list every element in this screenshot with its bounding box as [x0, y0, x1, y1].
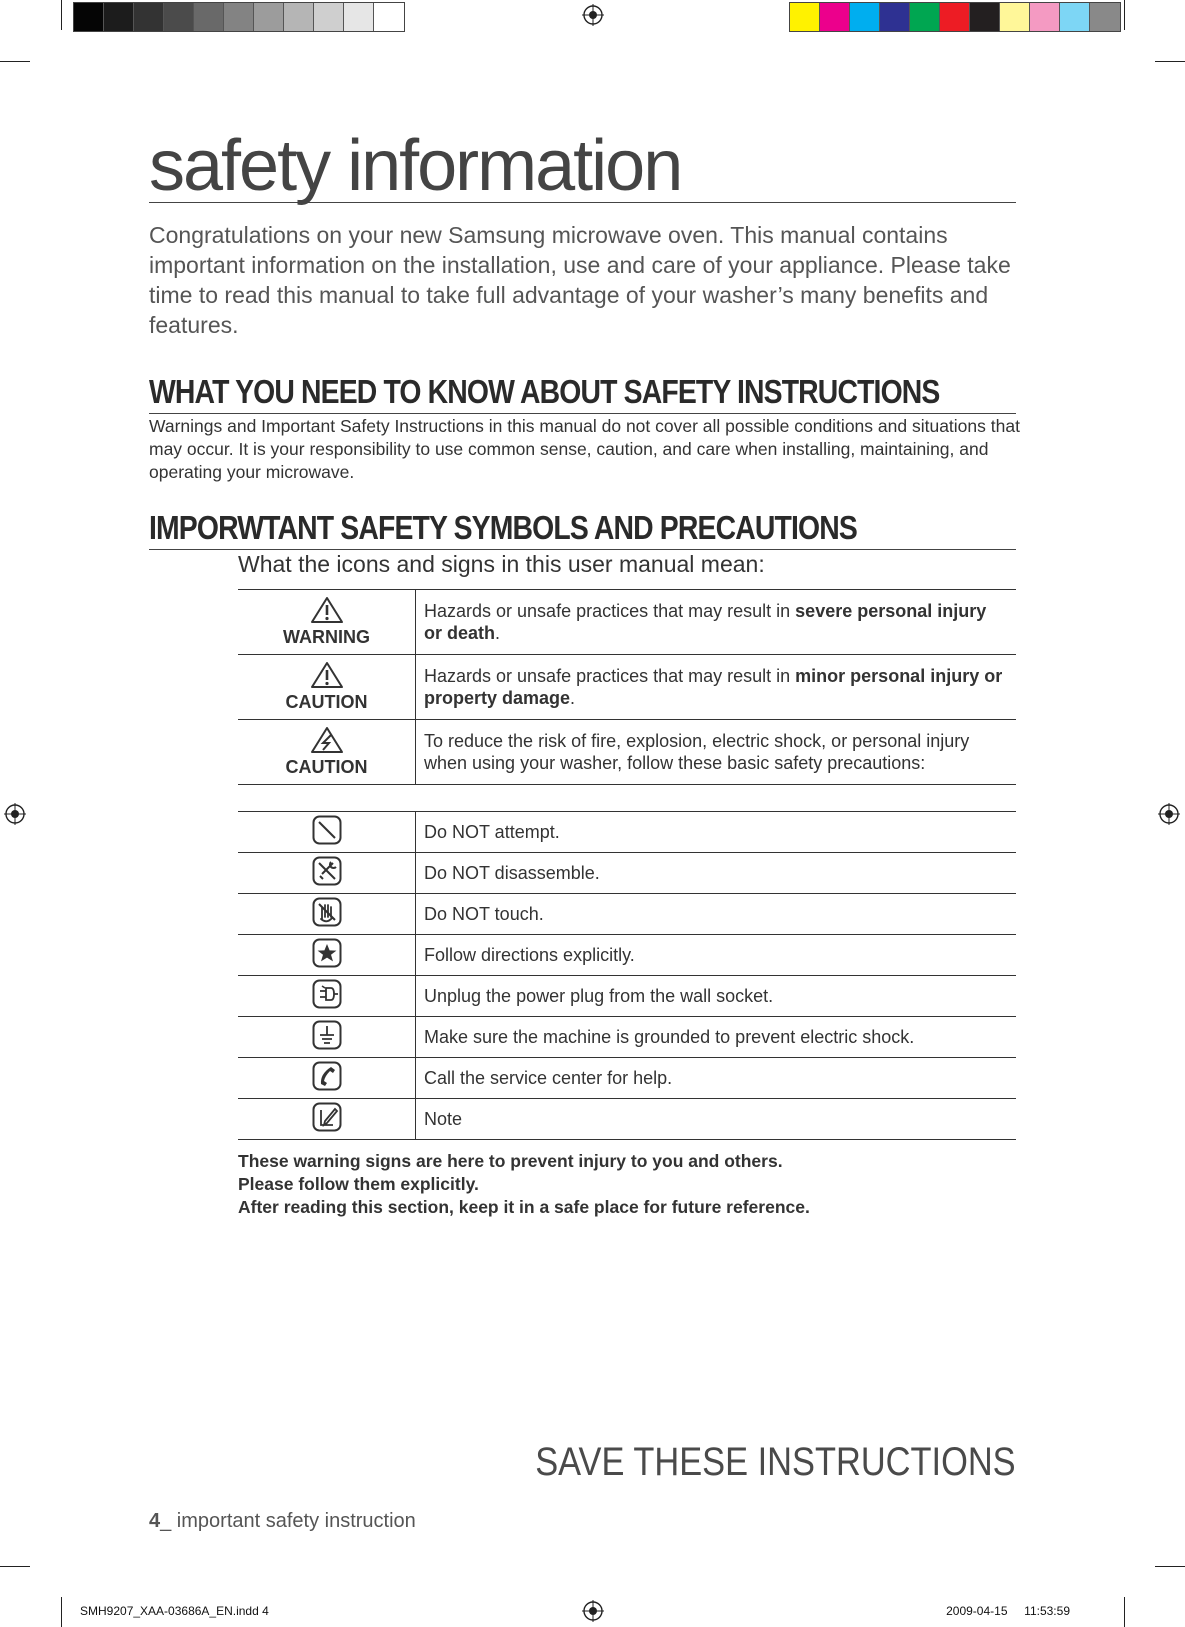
- registration-mark-icon: [582, 4, 604, 26]
- caution-triangle-icon: [310, 661, 344, 689]
- alert-icon-cell: [238, 590, 416, 655]
- table-row: [238, 976, 1016, 1017]
- registration-mark-icon: [1158, 803, 1180, 825]
- slug-date: 2009-04-15: [946, 1604, 1008, 1618]
- color-swatch: [284, 3, 314, 31]
- icon-meaning: Make sure the machine is grounded to prevent electric shock.: [416, 1017, 1017, 1058]
- crop-mark: [1155, 1566, 1185, 1567]
- color-swatch: [1000, 3, 1030, 31]
- alert-description: Hazards or unsafe practices that may result in minor personal injury or property damage.: [416, 655, 1017, 720]
- registration-mark-icon: [582, 1600, 604, 1622]
- crop-mark: [61, 1597, 62, 1627]
- alert-description: To reduce the risk of fire, explosion, electric shock, or personal injury when using your washer, follow these basic safety precautions:: [416, 720, 1017, 785]
- table-row: [238, 853, 1016, 894]
- section-heading-symbols: IMPORWTANT SAFETY SYMBOLS AND PRECAUTIONS: [149, 510, 1016, 550]
- color-swatch: [374, 3, 404, 31]
- icon-meaning: Do NOT attempt.: [416, 812, 1017, 853]
- icon-meaning: Follow directions explicitly.: [416, 935, 1017, 976]
- color-swatch: [940, 3, 970, 31]
- page-title: safety information: [149, 130, 1016, 203]
- color-swatch: [194, 3, 224, 31]
- grayscale-color-bar: [73, 2, 405, 32]
- intro-paragraph: Congratulations on your new Samsung microwave oven. This manual contains important information on the installation, use and care of your appliance. Please take time to read this manual to take full advantage of your washer’s many benefits and features.: [149, 222, 1011, 338]
- save-instructions-heading: SAVE THESE INSTRUCTIONS: [535, 1440, 1016, 1484]
- icon-meaning: Do NOT touch.: [416, 894, 1017, 935]
- icon-meaning: Unplug the power plug from the wall socket.: [416, 976, 1017, 1017]
- crop-mark: [1155, 61, 1185, 62]
- color-swatch: [104, 3, 134, 31]
- alert-label: WARNING: [283, 627, 370, 647]
- ground-icon: [312, 1020, 342, 1050]
- symbols-subheading: What the icons and signs in this user manual mean:: [238, 551, 765, 577]
- icon-meanings-table: [238, 811, 1016, 1140]
- alert-label: CAUTION: [285, 692, 368, 712]
- color-swatch: [134, 3, 164, 31]
- footer-section: _ important safety instruction: [160, 1510, 416, 1532]
- do-not-attempt-icon: [312, 815, 342, 845]
- warning-triangle-icon: [310, 596, 344, 624]
- closing-notes: [238, 1150, 810, 1219]
- crop-mark: [1124, 0, 1125, 30]
- slug-filename: SMH9207_XAA-03686A_EN.indd 4: [80, 1604, 269, 1618]
- icon-meaning: Do NOT disassemble.: [416, 853, 1017, 894]
- table-row: [238, 1017, 1016, 1058]
- icon-meaning: Note: [416, 1099, 1017, 1140]
- alert-description: Hazards or unsafe practices that may result in severe personal injury or death.: [416, 590, 1017, 655]
- alert-label: CAUTION: [285, 757, 368, 777]
- color-swatch: [1090, 3, 1120, 31]
- crop-mark: [1124, 1597, 1125, 1627]
- registration-mark-icon: [4, 803, 26, 825]
- crop-mark: [0, 61, 30, 62]
- slug-time: 11:53:59: [1024, 1604, 1070, 1618]
- alert-icon-cell: [238, 655, 416, 720]
- table-row: [238, 720, 1016, 785]
- color-swatch: [970, 3, 1000, 31]
- page-footer: [149, 1510, 416, 1533]
- table-row: [238, 894, 1016, 935]
- crop-mark: [0, 1566, 30, 1567]
- process-color-bar: [789, 2, 1121, 32]
- page-number: 4: [149, 1510, 161, 1532]
- icon-meaning: Call the service center for help.: [416, 1058, 1017, 1099]
- closing-line: Please follow them explicitly.: [238, 1174, 479, 1194]
- note-icon: [312, 1102, 342, 1132]
- table-row: [238, 1099, 1016, 1140]
- color-swatch: [1060, 3, 1090, 31]
- do-not-touch-icon: [312, 897, 342, 927]
- color-swatch: [820, 3, 850, 31]
- unplug-icon: [312, 979, 342, 1009]
- color-swatch: [314, 3, 344, 31]
- closing-line: After reading this section, keep it in a safe place for future reference.: [238, 1197, 810, 1217]
- slug-timestamp: [946, 1604, 1070, 1618]
- color-swatch: [910, 3, 940, 31]
- color-swatch: [790, 3, 820, 31]
- section-heading-know: WHAT YOU NEED TO KNOW ABOUT SAFETY INSTRUCTIONS: [149, 374, 1016, 414]
- table-row: [238, 655, 1016, 720]
- follow-directions-icon: [312, 938, 342, 968]
- table-row: [238, 935, 1016, 976]
- color-swatch: [1030, 3, 1060, 31]
- alert-icon-cell: [238, 720, 416, 785]
- service-center-icon: [312, 1061, 342, 1091]
- do-not-disassemble-icon: [312, 856, 342, 886]
- color-swatch: [344, 3, 374, 31]
- closing-line: These warning signs are here to prevent injury to you and others.: [238, 1151, 783, 1171]
- alert-levels-table: [238, 589, 1016, 785]
- table-row: [238, 1058, 1016, 1099]
- know-paragraph: Warnings and Important Safety Instructions in this manual do not cover all possible conditions and situations that may occur. It is your responsibility to use common sense, caution, and care when installing, maintaining, and operating your microwave.: [149, 416, 1020, 482]
- color-swatch: [164, 3, 194, 31]
- table-row: [238, 590, 1016, 655]
- color-swatch: [74, 3, 104, 31]
- color-swatch: [224, 3, 254, 31]
- color-swatch: [880, 3, 910, 31]
- crop-mark: [61, 0, 62, 30]
- color-swatch: [850, 3, 880, 31]
- color-swatch: [254, 3, 284, 31]
- table-row: [238, 812, 1016, 853]
- electric-caution-icon: [310, 726, 344, 754]
